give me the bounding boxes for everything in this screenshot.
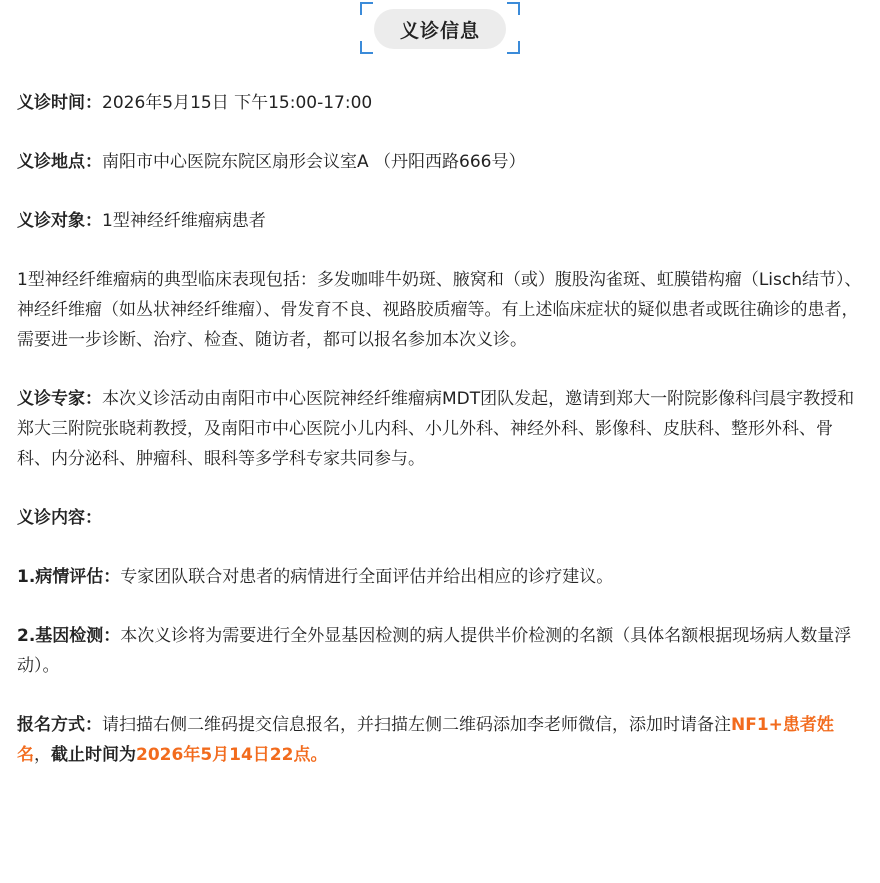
clinic-content-label: 义诊内容：	[17, 508, 102, 528]
clinic-target-label: 义诊对象：	[17, 211, 102, 231]
clinic-content-heading	[17, 503, 863, 533]
registration-label: 报名方式：	[17, 715, 102, 735]
section-title: 义诊信息	[374, 9, 506, 49]
registration-value: 请扫描右侧二维码提交信息报名，并扫描左侧二维码添加李老师微信，添加时请备注	[102, 715, 731, 735]
corner-bracket-top-right	[507, 2, 520, 15]
clinic-target	[17, 206, 863, 236]
genetic-test-label: 2.基因检测：	[17, 626, 121, 646]
registration-method	[17, 710, 863, 770]
registration-deadline-text: 截止时间为	[51, 745, 136, 765]
content-item-assessment	[17, 562, 863, 592]
registration-note-highlight: NF1+患者姓名	[17, 715, 834, 765]
clinic-experts-label: 义诊专家：	[17, 389, 102, 409]
assessment-value: 专家团队联合对患者的病情进行全面评估并给出相应的诊疗建议。	[120, 567, 614, 587]
corner-bracket-bottom-right	[507, 41, 520, 54]
corner-bracket-bottom-left	[360, 41, 373, 54]
registration-separator: ，	[34, 745, 51, 765]
clinic-target-value: 1型神经纤维瘤病患者	[102, 211, 266, 231]
content-item-genetic-test	[17, 621, 863, 681]
disease-description: 1型神经纤维瘤病的典型临床表现包括：多发咖啡牛奶斑、腋窝和（或）腹股沟雀斑、虹膜错构瘤（Lisch结节）、神经纤维瘤（如丛状神经纤维瘤）、骨发育不良、视路胶质瘤等。有上述临床症状的疑似患者或既往确诊的患者，需要进一步诊断、治疗、检查、随访者，都可以报名参加本次义诊。	[17, 270, 862, 350]
genetic-test-value: 本次义诊将为需要进行全外显基因检测的病人提供半价检测的名额（具体名额根据现场病人数量浮动）。	[17, 626, 852, 676]
corner-bracket-top-left	[360, 2, 373, 15]
clinic-location	[17, 147, 863, 177]
clinic-time	[17, 88, 863, 118]
registration-deadline-date: 2026年5月14日22点。	[136, 745, 328, 765]
clinic-location-value: 南阳市中心医院东院区扇形会议室A （丹阳西路666号）	[102, 152, 526, 172]
section-header	[360, 2, 520, 54]
clinic-experts-value: 本次义诊活动由南阳市中心医院神经纤维瘤病MDT团队发起，邀请到郑大一附院影像科闫晨宇教授和郑大三附院张晓莉教授，及南阳市中心医院小儿内科、小儿外科、神经外科、影像科、皮肤科、整形外科、骨科、内分泌科、肿瘤科、眼科等多学科专家共同参与。	[17, 389, 855, 469]
clinic-time-value: 2026年5月15日 下午15:00-17:00	[102, 93, 373, 113]
assessment-label: 1.病情评估：	[17, 567, 121, 587]
clinic-time-label: 义诊时间：	[17, 93, 102, 113]
clinic-location-label: 义诊地点：	[17, 152, 102, 172]
info-content	[17, 88, 863, 770]
clinic-experts	[17, 384, 863, 474]
